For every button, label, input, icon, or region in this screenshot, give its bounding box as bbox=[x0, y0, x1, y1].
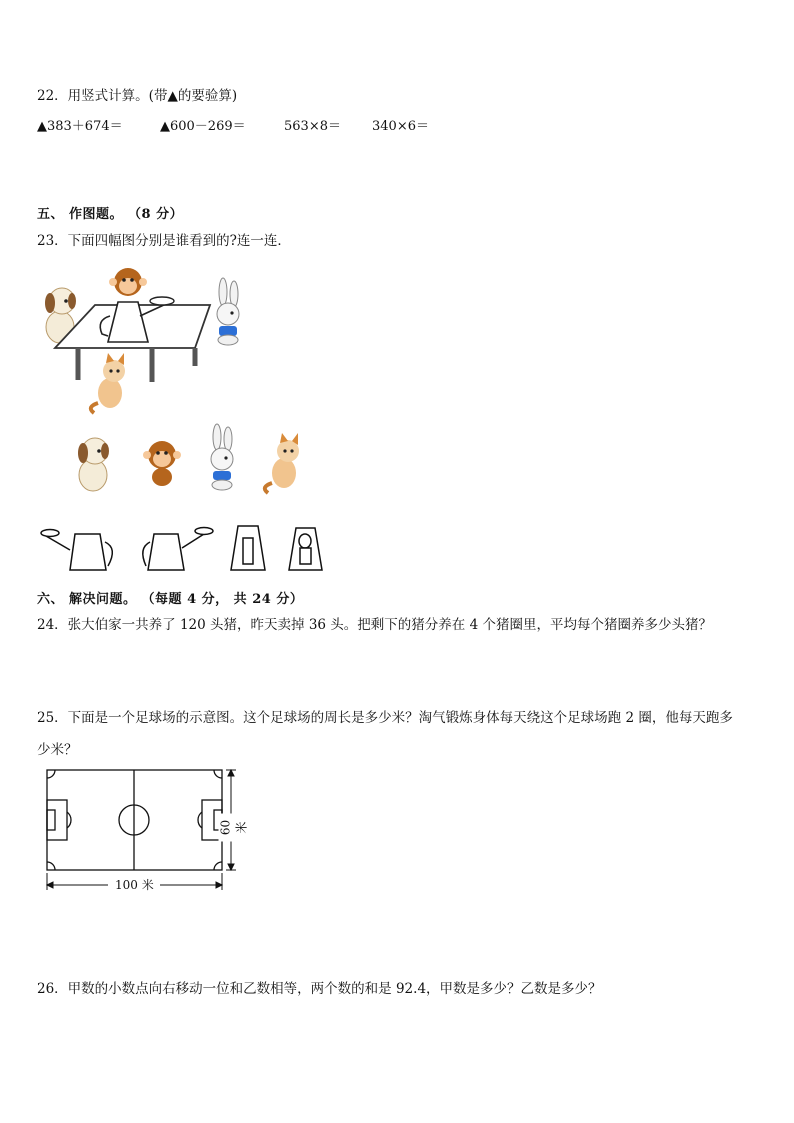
cat-icon bbox=[265, 433, 299, 493]
q22-calculations bbox=[0, 115, 794, 135]
section-5-title: 五、 作图题。 （8 分） bbox=[37, 207, 184, 222]
q23-scene bbox=[0, 260, 794, 420]
rabbit-icon bbox=[211, 424, 233, 490]
calc-item-4: 340×6＝ bbox=[372, 119, 429, 134]
q25-prompt-line2: 少米？ bbox=[37, 742, 78, 758]
cat-icon bbox=[91, 353, 125, 413]
view-front-rect bbox=[231, 526, 265, 570]
field-width-label: 100 米 bbox=[115, 878, 154, 892]
section-6-title: 六、 解决问题。 （每题 4 分， 共 24 分） bbox=[37, 592, 304, 607]
view-spout-right bbox=[143, 528, 213, 571]
monkey-icon bbox=[143, 441, 181, 486]
field-height-label: 60 米 bbox=[219, 814, 250, 842]
view-spout-left bbox=[41, 530, 112, 571]
calc-item-1: ▲383＋674＝ bbox=[37, 119, 123, 134]
calc-item-3: 563×8＝ bbox=[284, 119, 341, 134]
rabbit-icon bbox=[217, 278, 239, 345]
dog-icon bbox=[78, 438, 109, 491]
q22-prompt: 22．用竖式计算。(带▲的要验算) bbox=[37, 88, 238, 104]
q23-animal-row bbox=[0, 425, 794, 495]
q23-prompt: 23．下面四幅图分别是谁看到的?连一连． bbox=[37, 233, 291, 249]
view-front-oval bbox=[289, 528, 322, 570]
monkey-icon bbox=[109, 268, 147, 296]
q26-prompt: 26．甲数的小数点向右移动一位和乙数相等，两个数的和是 92.4，甲数是多少？乙数是多少？ bbox=[37, 981, 602, 997]
q23-view-row bbox=[0, 520, 794, 576]
calc-item-2: ▲600－269＝ bbox=[160, 119, 246, 134]
q24-prompt: 24．张大伯家一共养了 120 头猪，昨天卖掉 36 头。把剩下的猪分养在 4 个猪圈里，平均每个猪圈养多少头猪？ bbox=[37, 617, 712, 633]
left-penalty-area bbox=[47, 800, 67, 840]
q25-prompt-line1: 25．下面是一个足球场的示意图。这个足球场的周长是多少米？淘气锻炼身体每天绕这个足球场跑 2 圈，他每天跑多 bbox=[37, 710, 733, 726]
